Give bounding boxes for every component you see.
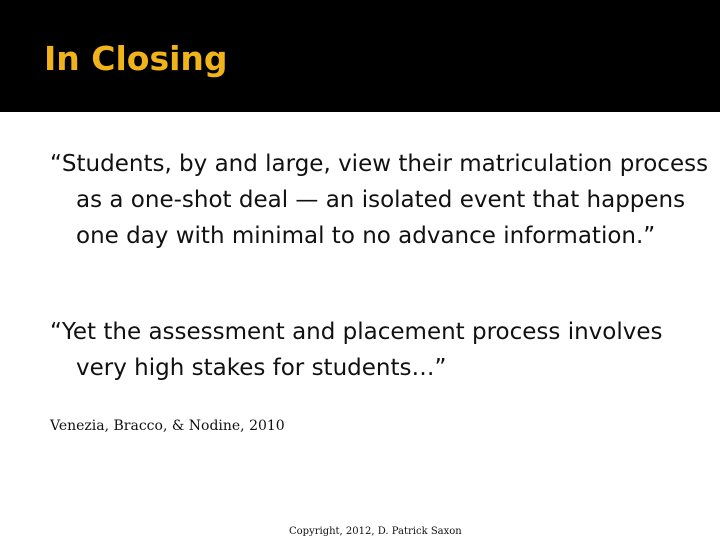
copyright-notice: Copyright, 2012, D. Patrick Saxon — [289, 526, 462, 537]
title-band — [0, 0, 720, 112]
quote-1: “Students, by and large, view their matriculation process as a one-shot deal — an isolated event that happens one day with minimal to no advance information.” — [50, 151, 709, 249]
slide-title: In Closing — [44, 39, 228, 78]
quote-2: “Yet the assessment and placement process involves very high stakes for students…” — [50, 319, 663, 381]
citation: Venezia, Bracco, & Nodine, 2010 — [50, 418, 285, 434]
